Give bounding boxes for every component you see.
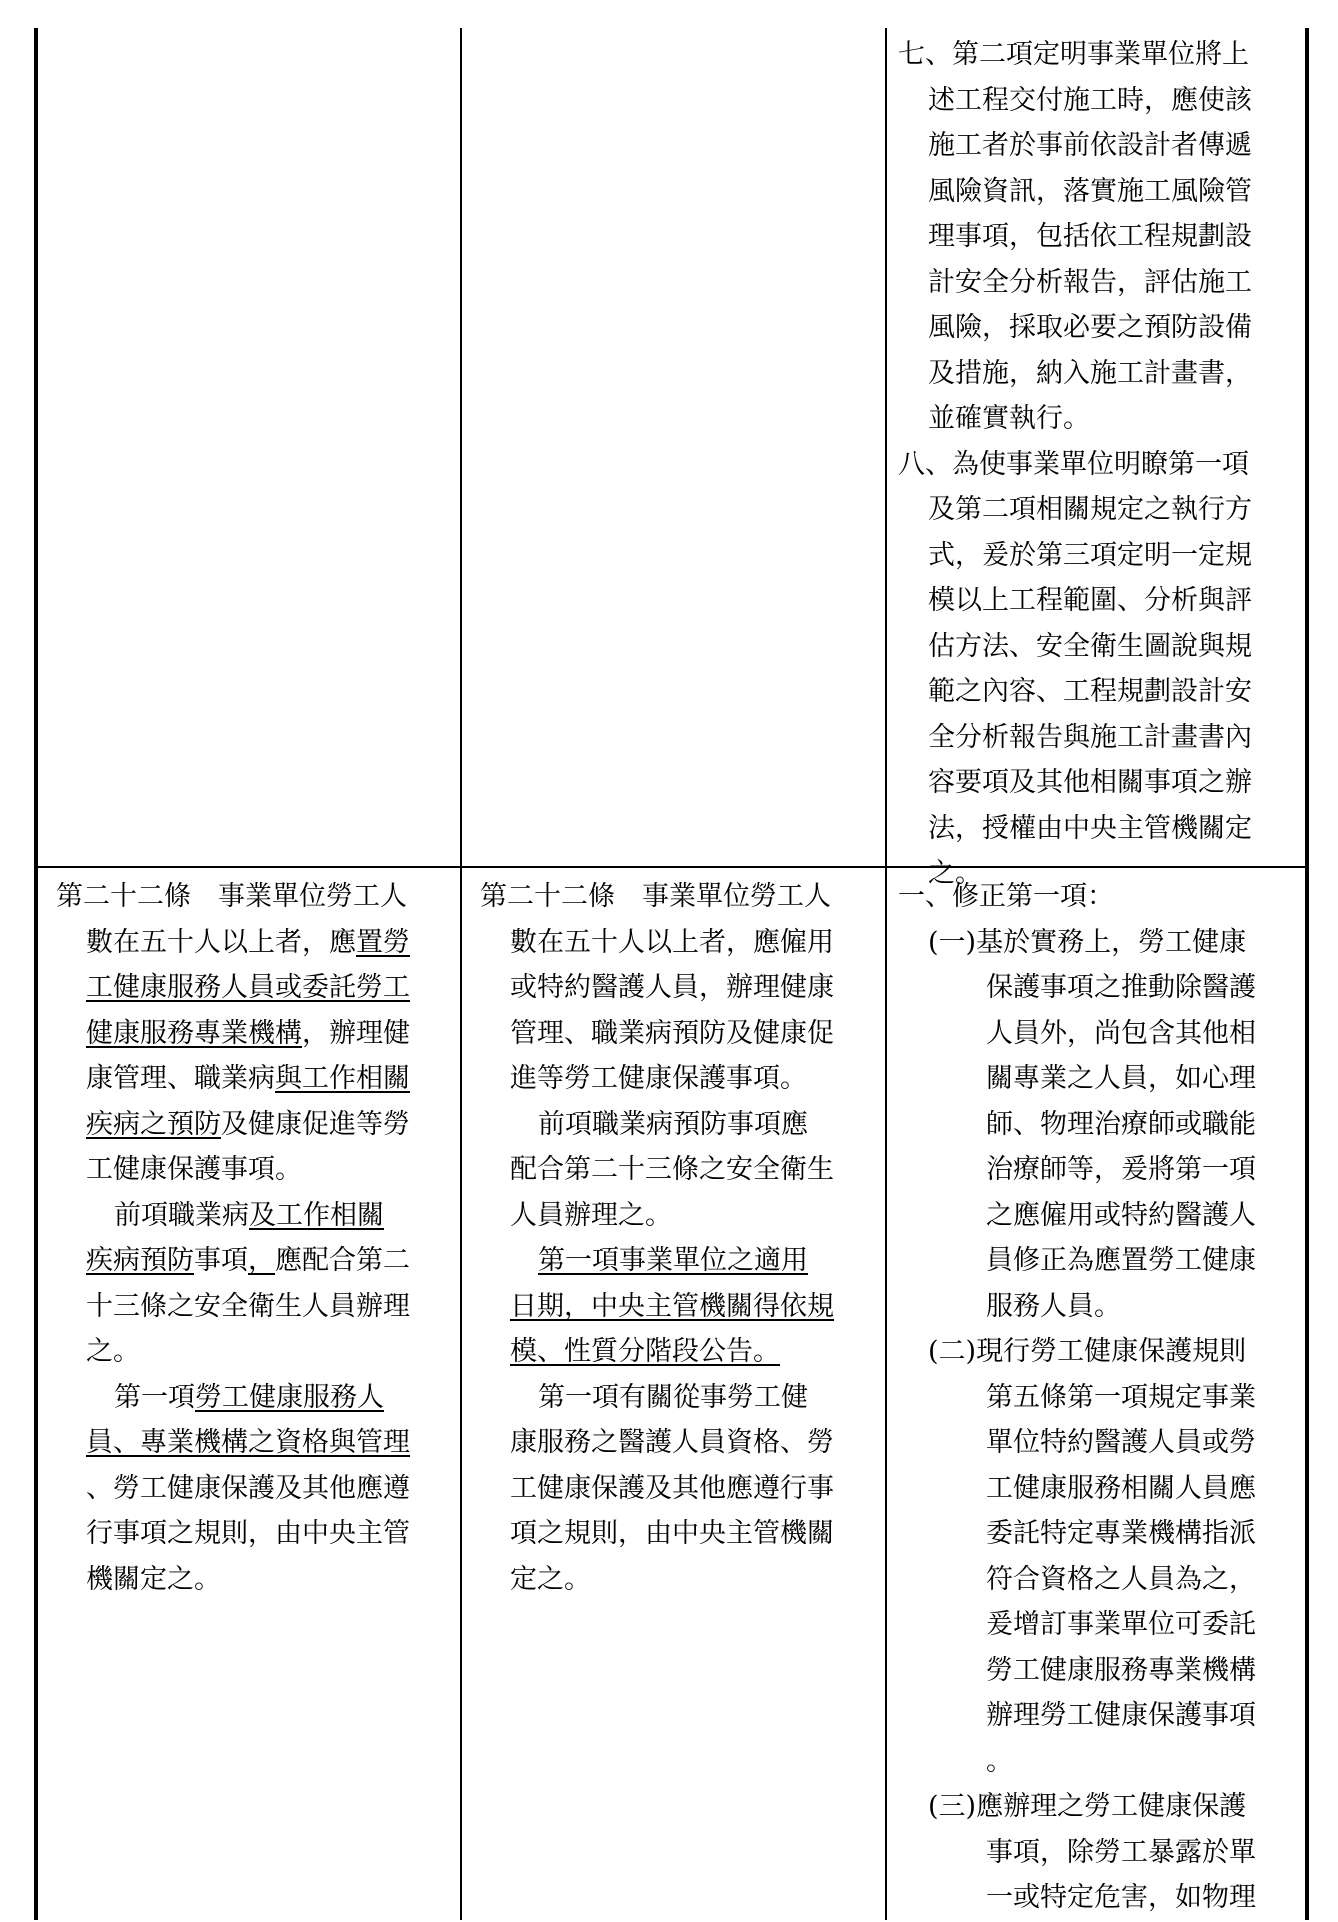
amended-text: 與工作相關 (275, 1063, 410, 1094)
amended-text: 及工作相關 (249, 1199, 384, 1231)
deleted-text: 日期，中央主管機關得依規 (510, 1290, 834, 1322)
table-left-border (34, 28, 38, 1920)
amended-paragraph-3: 第一項勞工健康服務人 員、專業機構之資格與管理 、勞工健康保護及其他應遵 行事項之規則，由中央主管 機關定之。 (86, 1381, 410, 1595)
amended-article-cell (56, 874, 456, 1602)
current-paragraph-4: 第一項有關從事勞工健 康服務之醫護人員資格、勞 工健康保護及其他應遵行事 項之規則，由中央主管機關 定之。 (510, 1381, 834, 1595)
amended-text: 置勞 (356, 926, 410, 958)
amended-text: ， (248, 1245, 275, 1276)
explanation-sub-3: (三)應辦理之勞工健康保護 事項，除勞工暴露於單 一或特定危害，如物理 (928, 1791, 1256, 1913)
top-row-explanation-cell (898, 32, 1303, 897)
amended-text: 疾病之預防 (86, 1108, 221, 1140)
bottom-row-explanation-cell (898, 874, 1303, 1921)
amended-text: 健康服務專業機構 (86, 1017, 302, 1049)
explanation-sub-2: (二)現行勞工健康保護規則 第五條第一項規定事業 單位特約醫護人員或勞 工健康服務相關人員應 委託特定專業機構指派 符合資格之人員為之， 爰增訂事業單位可委託 勞工健康服務專業機構 辦理勞工健康保護事項 。 (928, 1336, 1256, 1777)
amended-text: 員、專業機構之資格與管理 (86, 1427, 410, 1458)
current-paragraph-1: 第二十二條 事業單位勞工人 數在五十人以上者，應僱用 或特約醫護人員，辦理健康 管理、職業病預防及健康促 進等勞工健康保護事項。 (480, 881, 834, 1094)
table-column-divider-1 (460, 28, 462, 1920)
explanation-item-7: 七、第二項定明事業單位將上 述工程交付施工時，應使該 施工者於事前依設計者傳遞 風險資訊，落實施工風險管 理事項，包括依工程規劃設 計安全分析報告，評估施工 風險，採取必要之預防設備 及措施，納入施工計畫書， 並確實執行。 (898, 39, 1252, 434)
deleted-text: 第一項事業單位之適用 (538, 1245, 808, 1276)
amended-paragraph-2: 前項職業病及工作相關 疾病預防事項，應配合第二 十三條之安全衛生人員辦理 之。 (86, 1199, 410, 1367)
current-paragraph-3 (480, 1238, 880, 1375)
table-right-border (1305, 28, 1309, 1920)
explanation-sub-1: (一)基於實務上，勞工健康 保護事項之推動除醫護 人員外，尚包含其他相 關專業之人員，如心理 師、物理治療師或職能 治療師等，爰將第一項 之應僱用或特約醫護人 員修正為應置勞工健康 服務人員。 (928, 926, 1256, 1322)
amended-text: 勞工健康服務人 (195, 1381, 384, 1413)
current-article-cell (480, 874, 880, 1602)
amended-text: 工健康服務人員或委託勞工 (86, 972, 410, 1003)
amended-text: 疾病預防 (86, 1245, 194, 1276)
table-column-divider-2 (885, 28, 887, 1920)
current-paragraph-2: 前項職業病預防事項應 配合第二十三條之安全衛生 人員辦理之。 (510, 1108, 834, 1231)
amended-paragraph-1: 第二十二條 事業單位勞工人 數在五十人以上者，應置勞 工健康服務人員或委託勞工 健康服務專業機構，辦理健 康管理、職業病與工作相關 疾病之預防及健康促進等勞 工健康保護事項。 (56, 881, 410, 1185)
deleted-text: 模、性質分階段公告。 (510, 1336, 780, 1367)
explanation-item-8: 八、為使事業單位明瞭第一項 及第二項相關規定之執行方 式，爰於第三項定明一定規 模以上工程範圍、分析與評 估方法、安全衛生圖說與規 範之內容、工程規劃設計安 全分析報告與施工計畫書內 容要項及其他相關事項之辦 法，授權由中央主管機關定 之。 (898, 448, 1252, 889)
explanation-heading: 一、修正第一項： (898, 881, 1114, 912)
